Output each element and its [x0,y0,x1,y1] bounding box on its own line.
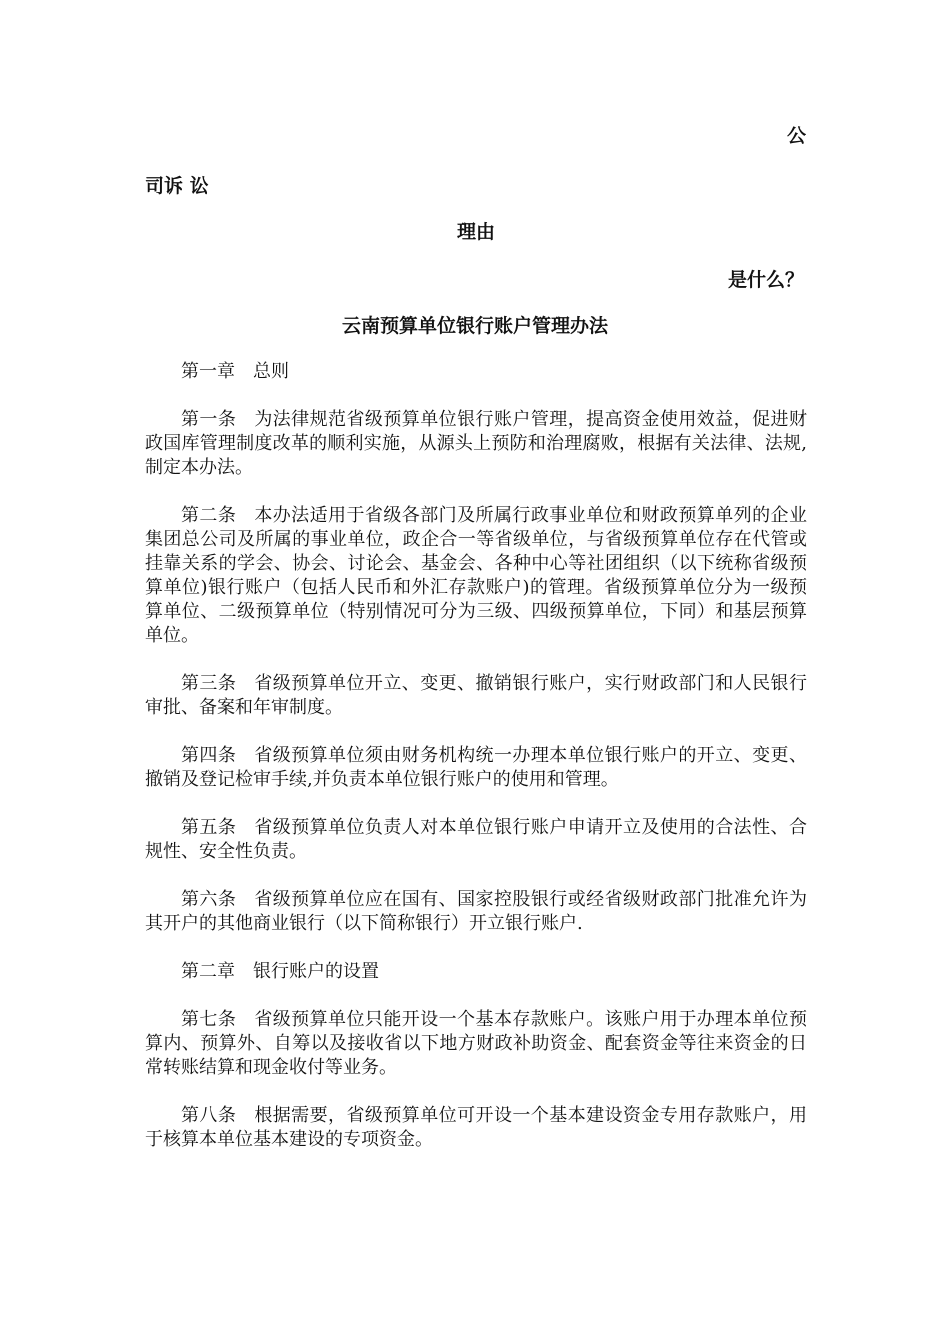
article-7 [145,1008,807,1080]
article-text: 省级预算单位开立、变更、撤销银行账户，实行财政部门和人民银行审批、备案和年审制度。 [145,673,807,718]
article-3 [145,672,807,720]
chapter-title: 银行账户的设置 [253,961,379,982]
article-text: 根据需要，省级预算单位可开设一个基本建设资金专用存款账户，用于核算本单位基本建设的专项资金。 [145,1105,807,1150]
header-fragment-liyou: 理由 [457,221,496,243]
article-5 [145,816,807,864]
chapter-heading-2 [145,960,807,984]
chapter-label: 第一章 [181,361,235,382]
chapter-label: 第二章 [181,961,235,982]
article-label: 第六条 [181,889,237,910]
header-fragment-sisong: 司诉 讼 [145,175,209,197]
article-label: 第二条 [181,505,237,526]
article-4 [145,744,807,792]
article-text: 省级预算单位须由财务机构统一办理本单位银行账户的开立、变更、撤销及登记检审手续,并负责本单位银行账户的使用和管理。 [145,745,807,790]
article-text: 本办法适用于省级各部门及所属行政事业单位和财政预算单列的企业集团总公司及所属的事业单位，政企合一等省级单位，与省级预算单位存在代管或挂靠关系的学会、协会、讨论会、基金会、各种中心等社团组织（以下统称省级预算单位)银行账户（包括人民币和外汇存款账户)的管理。省级预算单位分为一级预算单位、二级预算单位（特别情况可分为三级、四级预算单位，下同）和基层预算单位。 [145,505,807,646]
article-text: 省级预算单位应在国有、国家控股银行或经省级财政部门批准允许为其开户的其他商业银行（以下简称银行）开立银行账户. [145,889,807,934]
article-6 [145,888,807,936]
article-2 [145,504,807,648]
chapter-heading-1 [145,360,807,384]
article-label: 第五条 [181,817,237,838]
article-label: 第三条 [181,673,237,694]
article-text: 省级预算单位负责人对本单位银行账户申请开立及使用的合法性、合规性、安全性负责。 [145,817,807,862]
article-label: 第八条 [181,1105,237,1126]
article-label: 第七条 [181,1009,237,1030]
article-label: 第一条 [181,409,237,430]
document-body [145,360,807,1176]
header-fragment-gong: 公 [787,125,807,147]
article-1 [145,408,807,480]
article-8 [145,1104,807,1152]
article-label: 第四条 [181,745,237,766]
chapter-title: 总则 [253,361,289,382]
article-text: 省级预算单位只能开设一个基本存款账户。该账户用于办理本单位预算内、预算外、自筹以及接收省以下地方财政补助资金、配套资金等往来资金的日常转账结算和现金收付等业务。 [145,1009,807,1078]
header-fragment-shishenme: 是什么？ [728,269,805,291]
article-text: 为法律规范省级预算单位银行账户管理，提高资金使用效益，促进财政国库管理制度改革的顺利实施，从源头上预防和治理腐败，根据有关法律、法规,制定本办法。 [145,409,807,478]
document-title: 云南预算单位银行账户管理办法 [341,315,608,337]
